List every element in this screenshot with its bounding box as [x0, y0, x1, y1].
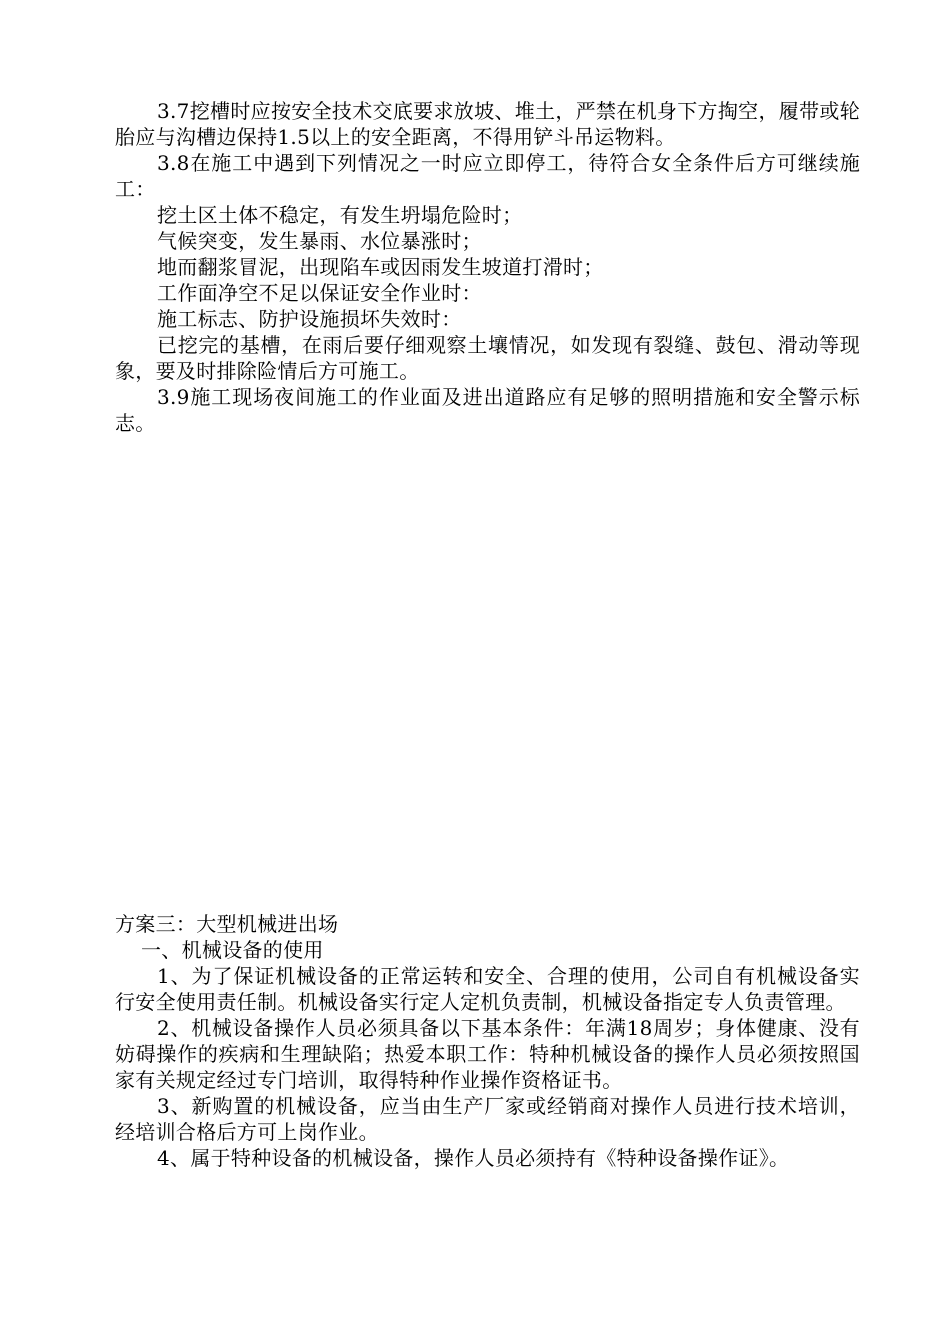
paragraph-3-9: 3.9施工现场夜间施工的作业面及进出道路应有足够的照明措施和安全警示标志。 [115, 385, 860, 435]
stop-condition-4: 工作面净空不足以保证安全作业时： [157, 281, 482, 305]
stop-condition-3: 地而翻浆冒泥，出现陷车或因雨发生坡道打滑时； [157, 255, 604, 279]
stop-condition-6: 已挖完的基槽，在雨后要仔细观察土壤情况，如发现有裂缝、鼓包、滑动等现象，要及时排除险情后方可施工。 [115, 333, 860, 383]
paragraph-3-7: 3.7挖槽时应按安全技术交底要求放坡、堆土，严禁在机身下方掏空，履带或轮胎应与沟槽边保持1.5以上的安全距离，不得用铲斗吊运物料。 [115, 99, 860, 149]
excavation-safety-section [115, 98, 860, 436]
paragraph-3-8: 3.8在施工中遇到下列情况之一时应立即停工，待符合女全条件后方可继续施工： [115, 151, 860, 201]
machinery-entry-section [115, 911, 860, 1171]
stop-condition-2: 气候突变，发生暴雨、水位暴涨时； [157, 229, 482, 253]
stop-condition-1: 挖土区土体不稳定，有发生坍塌危险时； [157, 203, 523, 227]
section-subtitle: 一、机械设备的使用 [141, 938, 324, 962]
rule-1-paragraph: 1、为了保证机械设备的正常运转和安全、合理的使用，公司自有机械设备实行安全使用责任制。机械设备实行定人定机负责制，机械设备指定专人负责管理。 [115, 964, 860, 1014]
rule-3-paragraph: 3、新购置的机械设备，应当由生产厂家或经销商对操作人员进行技术培训，经培训合格后方可上岗作业。 [115, 1094, 860, 1144]
stop-condition-5: 施工标志、防护设施损坏失效时： [157, 307, 462, 331]
rule-4-paragraph: 4、属于特种设备的机械设备，操作人员必须持有《特种设备操作证》。 [157, 1146, 790, 1170]
section-title: 方案三：大型机械进出场 [115, 912, 339, 936]
rule-2-paragraph: 2、机械设备操作人员必须具备以下基本条件：年满18周岁；身体健康、没有妨碍操作的疾病和生理缺陷；热爱本职工作：特种机械设备的操作人员必须按照国家有关规定经过专门培训，取得特种作业操作资格证书。 [115, 1016, 860, 1092]
